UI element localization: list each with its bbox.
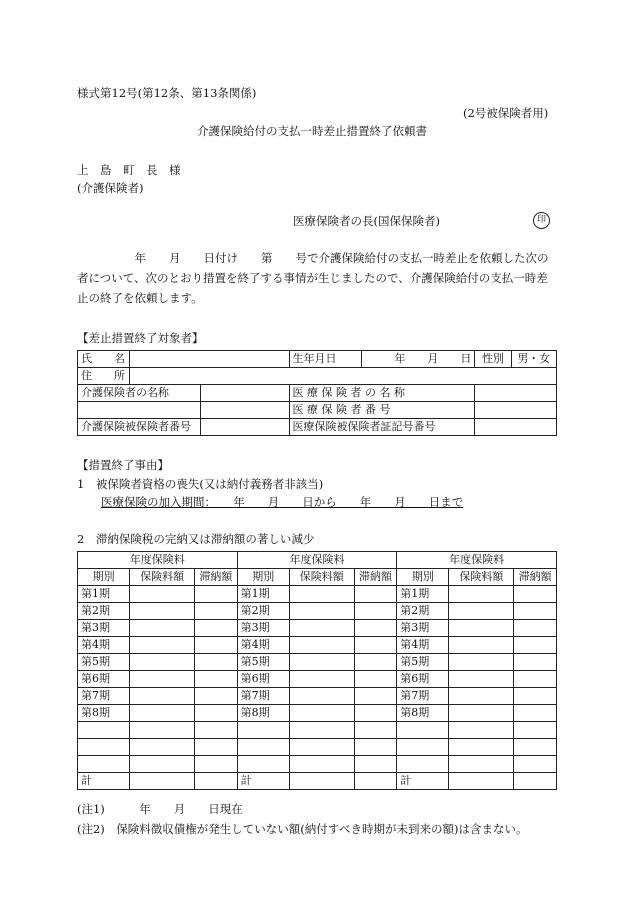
year-premium-header-2: 年度保険料 xyxy=(237,552,397,569)
premium-amount-cell[interactable] xyxy=(289,722,354,739)
premium-amount-cell[interactable] xyxy=(289,671,354,688)
table-row xyxy=(78,756,557,773)
premium-amount-cell[interactable] xyxy=(449,637,514,654)
premium-amount-cell[interactable] xyxy=(289,756,354,773)
premium-amount-cell[interactable] xyxy=(130,722,195,739)
period-cell xyxy=(237,756,289,773)
table-row xyxy=(78,671,557,688)
period-cell xyxy=(78,722,130,739)
premium-amount-cell[interactable] xyxy=(289,739,354,756)
reason-1-period: 医療保険の加入期間： 年 月 日から 年 月 日まで xyxy=(101,495,464,509)
seal-mark: 印 xyxy=(533,212,550,229)
sex-field[interactable]: 男・女 xyxy=(511,351,556,368)
reason-1: 1 被保険者資格の喪失(又は納付義務者非該当) xyxy=(77,477,324,491)
period-cell: 第7期 xyxy=(237,688,289,705)
dob-field[interactable]: 年 月 日 xyxy=(361,351,474,368)
premium-amount-cell[interactable] xyxy=(449,773,514,790)
arrears-amount-cell[interactable] xyxy=(195,603,238,620)
arrears-amount-cell[interactable] xyxy=(195,586,238,603)
arrears-amount-cell[interactable] xyxy=(354,739,397,756)
table-row xyxy=(78,586,557,603)
table-row xyxy=(78,637,557,654)
period-cell: 第6期 xyxy=(397,671,449,688)
premium-amount-cell[interactable] xyxy=(289,705,354,722)
med-cert-no-field[interactable] xyxy=(475,419,557,436)
arrears-amount-cell[interactable] xyxy=(195,671,238,688)
insurer-name-field-cont2[interactable] xyxy=(200,402,289,419)
note-1: (注1) 年 月 日現在 xyxy=(77,802,243,816)
period-cell: 第2期 xyxy=(78,603,130,620)
col-premium: 保険料額 xyxy=(289,569,354,586)
col-premium: 保険料額 xyxy=(130,569,195,586)
premium-amount-cell[interactable] xyxy=(130,637,195,654)
period-cell: 第4期 xyxy=(397,637,449,654)
premium-amount-cell[interactable] xyxy=(130,586,195,603)
addressee-sub: (介護保険者) xyxy=(77,181,144,195)
reason-2: 2 滞納保険税の完納又は滞納額の著しい減少 xyxy=(77,532,315,546)
period-cell: 第3期 xyxy=(237,620,289,637)
arrears-amount-cell[interactable] xyxy=(354,586,397,603)
period-cell: 第7期 xyxy=(397,688,449,705)
arrears-amount-cell[interactable] xyxy=(195,773,238,790)
med-cert-no-label: 医療保険被保険者証記号番号 xyxy=(289,419,475,436)
premium-amount-cell[interactable] xyxy=(289,620,354,637)
med-insurer-no-label: 医 療 保 険 者 番 号 xyxy=(289,402,475,419)
premium-amount-cell[interactable] xyxy=(289,654,354,671)
premium-amount-cell[interactable] xyxy=(289,603,354,620)
period-cell: 第1期 xyxy=(78,586,130,603)
period-cell: 第5期 xyxy=(78,654,130,671)
arrears-amount-cell[interactable] xyxy=(195,688,238,705)
premium-amount-cell[interactable] xyxy=(289,773,354,790)
arrears-amount-cell[interactable] xyxy=(195,756,238,773)
arrears-amount-cell[interactable] xyxy=(195,705,238,722)
period-cell: 計 xyxy=(237,773,289,790)
premium-amount-cell[interactable] xyxy=(449,722,514,739)
premium-amount-cell[interactable] xyxy=(130,671,195,688)
med-insurer-name-field[interactable] xyxy=(475,385,557,402)
period-cell: 第6期 xyxy=(78,671,130,688)
period-cell: 第2期 xyxy=(237,603,289,620)
premium-amount-cell[interactable] xyxy=(449,705,514,722)
period-cell: 第8期 xyxy=(78,705,130,722)
sex-label: 性別 xyxy=(475,351,511,368)
dob-label: 生年月日 xyxy=(289,351,361,368)
premium-amount-cell[interactable] xyxy=(449,671,514,688)
premium-amount-cell[interactable] xyxy=(130,773,195,790)
period-cell: 第8期 xyxy=(397,705,449,722)
year-premium-header-1: 年度保険料 xyxy=(78,552,238,569)
period-cell xyxy=(237,722,289,739)
arrears-amount-cell[interactable] xyxy=(354,671,397,688)
period-cell: 第5期 xyxy=(397,654,449,671)
period-cell: 第3期 xyxy=(397,620,449,637)
arrears-amount-cell[interactable] xyxy=(354,722,397,739)
arrears-amount-cell[interactable] xyxy=(354,688,397,705)
table-row xyxy=(78,773,557,790)
premium-amount-cell[interactable] xyxy=(289,637,354,654)
insurer-name-field-cont[interactable] xyxy=(78,402,201,419)
arrears-amount-cell[interactable] xyxy=(514,671,557,688)
period-cell: 第2期 xyxy=(397,603,449,620)
period-cell xyxy=(397,722,449,739)
section-subject-heading: 【差止措置終了対象者】 xyxy=(77,331,204,345)
premium-amount-cell[interactable] xyxy=(130,654,195,671)
premium-amount-cell[interactable] xyxy=(130,739,195,756)
subject-table xyxy=(77,350,557,436)
table-row xyxy=(78,688,557,705)
col-period: 期別 xyxy=(78,569,130,586)
sender: 医療保険者の長(国保保険者) xyxy=(293,214,440,228)
arrears-amount-cell[interactable] xyxy=(195,654,238,671)
address-field[interactable] xyxy=(129,368,556,385)
arrears-amount-cell[interactable] xyxy=(514,722,557,739)
arrears-amount-cell[interactable] xyxy=(514,620,557,637)
table-row xyxy=(78,603,557,620)
arrears-amount-cell[interactable] xyxy=(354,654,397,671)
arrears-amount-cell[interactable] xyxy=(514,603,557,620)
premium-amount-cell[interactable] xyxy=(130,603,195,620)
arrears-amount-cell[interactable] xyxy=(195,620,238,637)
col-period: 期別 xyxy=(397,569,449,586)
arrears-amount-cell[interactable] xyxy=(514,654,557,671)
arrears-amount-cell[interactable] xyxy=(354,603,397,620)
period-cell: 第6期 xyxy=(237,671,289,688)
premium-amount-cell[interactable] xyxy=(449,739,514,756)
arrears-amount-cell[interactable] xyxy=(514,586,557,603)
arrears-amount-cell[interactable] xyxy=(354,637,397,654)
form-number: 様式第12号(第12条、第13条関係) xyxy=(77,86,257,100)
note-2: (注2) 保険料徴収債権が発生していない額(納付すべき時期が未到来の額)は含まない。 xyxy=(77,822,528,836)
col-period: 期別 xyxy=(237,569,289,586)
arrears-amount-cell[interactable] xyxy=(514,637,557,654)
period-cell xyxy=(397,739,449,756)
period-cell: 第8期 xyxy=(237,705,289,722)
form-subtitle: (2号被保険者用) xyxy=(463,106,549,120)
premium-amount-cell[interactable] xyxy=(289,586,354,603)
premium-amount-cell[interactable] xyxy=(449,603,514,620)
premium-amount-cell[interactable] xyxy=(449,654,514,671)
period-cell: 第1期 xyxy=(397,586,449,603)
period-cell xyxy=(237,739,289,756)
premium-amount-cell[interactable] xyxy=(449,586,514,603)
premium-amount-cell[interactable] xyxy=(449,688,514,705)
premium-amount-cell[interactable] xyxy=(130,620,195,637)
premium-amount-cell[interactable] xyxy=(449,620,514,637)
med-insurer-name-label: 医 療 保 険 者 の 名 称 xyxy=(289,385,475,402)
arrears-amount-cell[interactable] xyxy=(514,739,557,756)
premium-amount-cell[interactable] xyxy=(130,705,195,722)
arrears-amount-cell[interactable] xyxy=(354,620,397,637)
arrears-amount-cell[interactable] xyxy=(514,756,557,773)
arrears-amount-cell[interactable] xyxy=(354,705,397,722)
insured-no-field[interactable] xyxy=(200,419,289,436)
arrears-amount-cell[interactable] xyxy=(354,756,397,773)
body-paragraph: 年 月 日付け 第 号で介護保険給付の支払一時差止を依頼した次の者について、次のとおり措置を終了する事情が生じましたので、介護保険給付の支払一時差止の終了を依頼します。 xyxy=(77,251,549,305)
premium-amount-cell[interactable] xyxy=(449,756,514,773)
col-premium: 保険料額 xyxy=(449,569,514,586)
period-cell: 第3期 xyxy=(78,620,130,637)
table-row xyxy=(78,722,557,739)
period-cell xyxy=(78,756,130,773)
year-premium-header-3: 年度保険料 xyxy=(397,552,557,569)
period-cell: 第4期 xyxy=(78,637,130,654)
period-cell: 第7期 xyxy=(78,688,130,705)
arrears-amount-cell[interactable] xyxy=(195,637,238,654)
premium-table xyxy=(77,551,557,790)
col-arrears: 滞納額 xyxy=(195,569,238,586)
insured-no-label: 介護保険被保険者番号 xyxy=(78,419,201,436)
table-row xyxy=(78,705,557,722)
med-insurer-no-field[interactable] xyxy=(475,402,557,419)
period-cell: 第5期 xyxy=(237,654,289,671)
arrears-amount-cell[interactable] xyxy=(514,705,557,722)
arrears-amount-cell[interactable] xyxy=(514,773,557,790)
arrears-amount-cell[interactable] xyxy=(195,739,238,756)
name-field[interactable] xyxy=(129,351,289,368)
name-label: 氏 名 xyxy=(78,351,130,368)
premium-amount-cell[interactable] xyxy=(289,688,354,705)
address-label: 住 所 xyxy=(78,368,130,385)
addressee: 上 島 町 長 様 xyxy=(77,163,181,177)
period-cell xyxy=(78,739,130,756)
table-row xyxy=(78,739,557,756)
premium-amount-cell[interactable] xyxy=(130,756,195,773)
arrears-amount-cell[interactable] xyxy=(195,722,238,739)
insurer-name-field[interactable] xyxy=(200,385,289,402)
section-reason-heading: 【措置終了事由】 xyxy=(77,458,169,472)
period-cell: 第1期 xyxy=(237,586,289,603)
insurer-name-label: 介護保険者の名称 xyxy=(78,385,201,402)
table-row xyxy=(78,654,557,671)
table-row xyxy=(78,620,557,637)
document-title: 介護保険給付の支払一時差止措置終了依頼書 xyxy=(197,124,427,138)
premium-amount-cell[interactable] xyxy=(130,688,195,705)
period-cell: 第4期 xyxy=(237,637,289,654)
arrears-amount-cell[interactable] xyxy=(354,773,397,790)
arrears-amount-cell[interactable] xyxy=(514,688,557,705)
period-cell: 計 xyxy=(397,773,449,790)
col-arrears: 滞納額 xyxy=(514,569,557,586)
period-cell: 計 xyxy=(78,773,130,790)
col-arrears: 滞納額 xyxy=(354,569,397,586)
period-cell xyxy=(397,756,449,773)
